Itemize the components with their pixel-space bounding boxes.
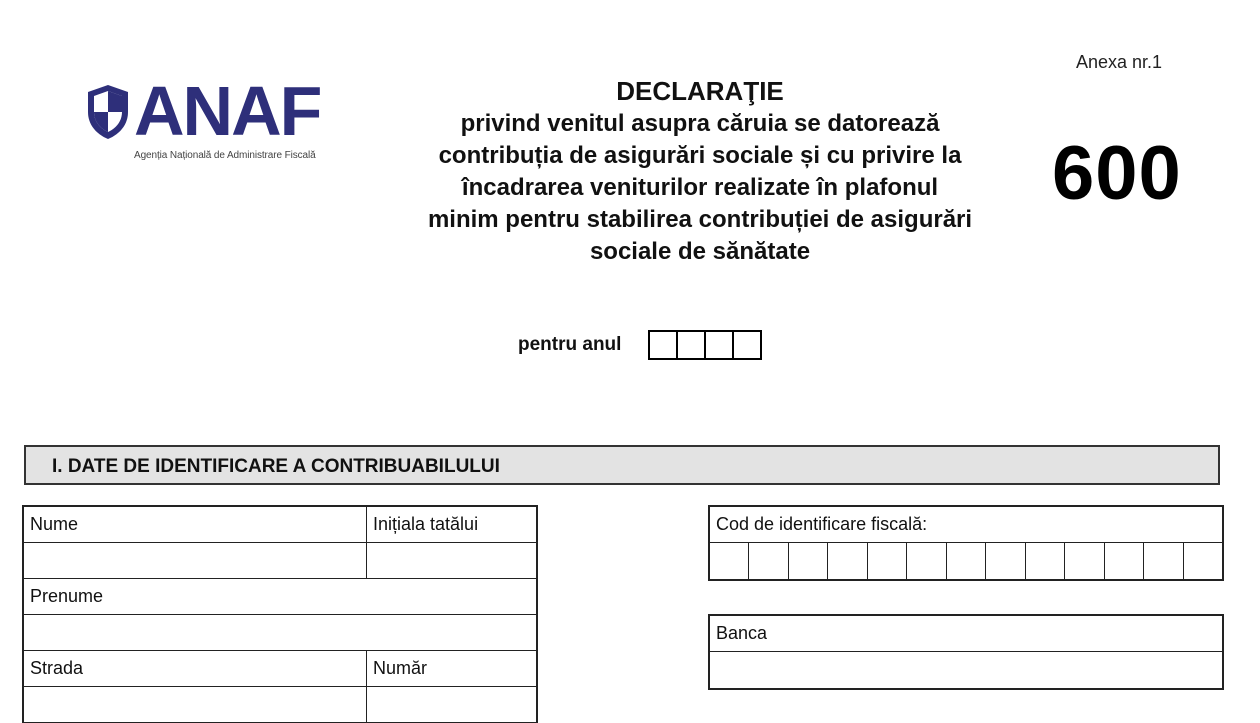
cif-digit-box[interactable] xyxy=(986,543,1025,579)
section-title: I. DATE DE IDENTIFICARE A CONTRIBUABILULUI xyxy=(52,456,500,477)
input-row xyxy=(24,687,536,723)
annex-label: Anexa nr.1 xyxy=(1076,52,1163,72)
declaration-title xyxy=(370,74,1030,268)
initiala-label: Inițiala tatălui xyxy=(373,514,479,534)
year-digit-box[interactable] xyxy=(706,332,734,358)
year-digit-box[interactable] xyxy=(650,332,678,358)
section-header xyxy=(24,445,1220,485)
cif-label: Cod de identificare fiscală: xyxy=(710,507,1222,543)
cif-digit-box[interactable] xyxy=(710,543,749,579)
numar-input[interactable] xyxy=(367,687,536,722)
year-digit-box[interactable] xyxy=(734,332,760,358)
strada-input[interactable] xyxy=(24,687,367,722)
cif-digit-box[interactable] xyxy=(1105,543,1144,579)
title-line: sociale de sănătate xyxy=(589,238,811,265)
cif-digit-box[interactable] xyxy=(947,543,986,579)
title-line: contribuția de asigurări sociale și cu privire la xyxy=(438,142,962,169)
label-row xyxy=(24,507,536,543)
cif-digit-box[interactable] xyxy=(1065,543,1104,579)
year-input-boxes xyxy=(648,330,762,360)
initiala-input[interactable] xyxy=(367,543,536,578)
input-row xyxy=(24,615,536,651)
nume-label: Nume xyxy=(24,507,367,542)
input-row xyxy=(24,543,536,579)
cif-digit-box[interactable] xyxy=(1144,543,1183,579)
cif-digit-box[interactable] xyxy=(828,543,867,579)
year-label: pentru anul xyxy=(518,334,622,355)
label-row xyxy=(24,651,536,687)
shield-icon xyxy=(86,84,130,140)
strada-label: Strada xyxy=(24,651,367,686)
year-digit-box[interactable] xyxy=(678,332,706,358)
cif-field xyxy=(708,505,1224,581)
cif-digit-box[interactable] xyxy=(749,543,788,579)
title-line: încadrarea veniturilor realizate în plafonul xyxy=(461,174,939,201)
prenume-input[interactable] xyxy=(24,615,536,650)
cif-digit-boxes xyxy=(710,543,1222,579)
cif-digit-box[interactable] xyxy=(1184,543,1222,579)
cif-digit-box[interactable] xyxy=(789,543,828,579)
title-main: DECLARAŢIE xyxy=(616,76,784,106)
cif-digit-box[interactable] xyxy=(1026,543,1065,579)
form-number: 600 xyxy=(1052,131,1182,216)
label-row xyxy=(24,579,536,615)
logo-wordmark: ANAF xyxy=(134,72,321,150)
title-line: privind venitul asupra căruia se datorează xyxy=(460,110,940,137)
bank-field xyxy=(708,614,1224,690)
title-line: minim pentru stabilirea contribuției de asigurări xyxy=(427,206,973,233)
numar-label: Număr xyxy=(373,658,428,678)
nume-input[interactable] xyxy=(24,543,367,578)
cif-digit-box[interactable] xyxy=(868,543,907,579)
cif-digit-box[interactable] xyxy=(907,543,946,579)
bank-input[interactable] xyxy=(710,652,1222,688)
logo-subtitle: Agenția Națională de Administrare Fiscală xyxy=(134,150,316,161)
prenume-label: Prenume xyxy=(30,586,104,606)
bank-label: Banca xyxy=(710,616,1222,652)
identification-grid xyxy=(22,505,538,723)
anaf-logo xyxy=(86,72,361,170)
